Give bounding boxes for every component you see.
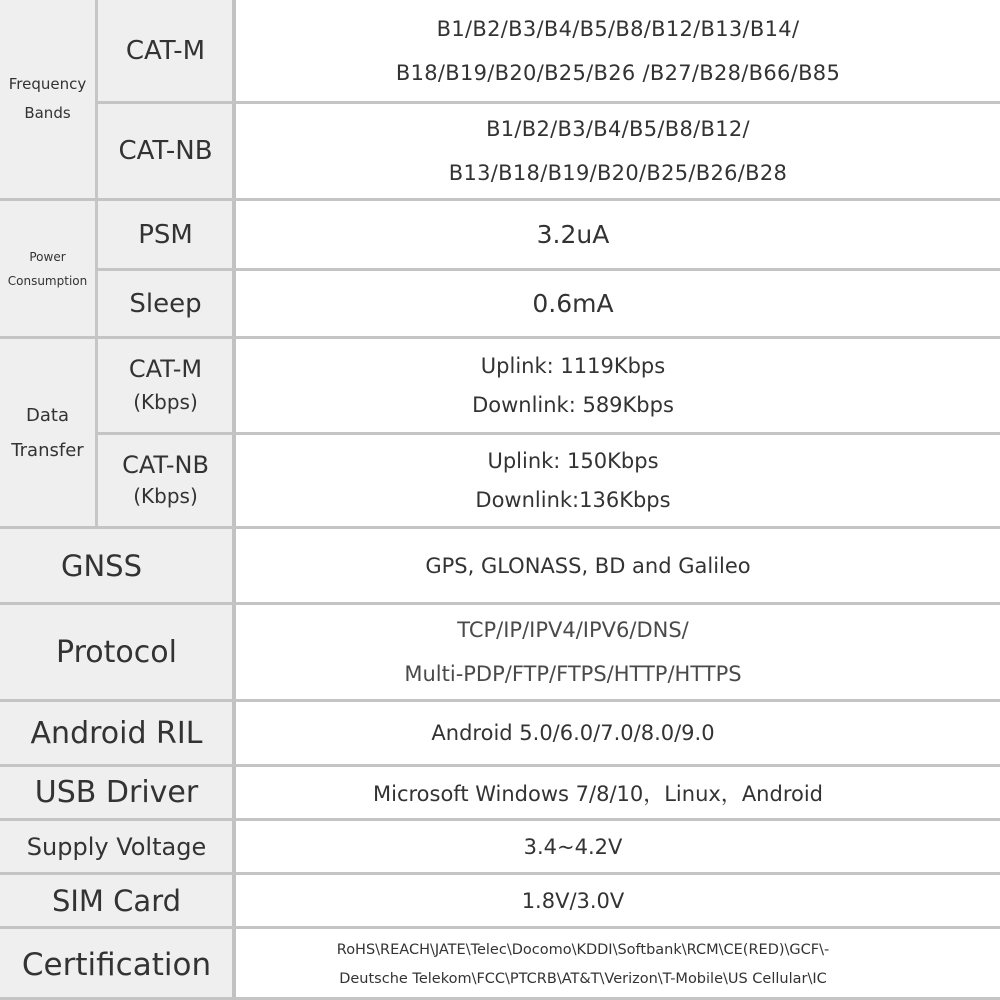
value-protocol	[236, 605, 1000, 699]
row-divider	[0, 926, 1000, 929]
row-label-line: CAT-NB	[122, 450, 209, 479]
value-line: Downlink: 589Kbps	[472, 392, 674, 417]
row-divider	[0, 872, 1000, 875]
value-cat-m-bands	[236, 0, 1000, 101]
value-line: B1/B2/B3/B4/B5/B8/B12/B13/B14/	[436, 16, 800, 41]
group-label-power-consumption	[0, 201, 95, 336]
value-psm	[236, 201, 1000, 268]
value-gnss	[236, 529, 1000, 602]
group-label-line: Bands	[24, 104, 71, 122]
row-label-sim-card	[0, 875, 233, 926]
row-label-line: GNSS	[61, 548, 142, 583]
row-label-line: Sleep	[129, 288, 202, 319]
row-label-line: USB Driver	[34, 775, 199, 810]
value-cat-nb-bands	[236, 104, 1000, 198]
column-divider	[95, 0, 98, 526]
value-line: RoHS\REACH\JATE\Telec\Docomo\KDDI\Softbank\RCM\CE(RED)\GCF\-	[336, 941, 830, 958]
row-label-line: PSM	[138, 219, 193, 250]
group-label-line: Power	[29, 249, 66, 264]
value-cat-m-transfer	[236, 339, 1000, 432]
group-label-line: Data	[26, 404, 69, 426]
value-line: Uplink: 1119Kbps	[480, 353, 666, 378]
row-label-android-ril	[0, 702, 233, 764]
row-label-sleep	[98, 271, 233, 336]
row-divider	[0, 602, 1000, 605]
row-label-line: CAT-M	[128, 354, 203, 383]
row-label-line: Certification	[21, 946, 212, 983]
row-label-line: CAT-NB	[118, 136, 213, 166]
value-certification	[236, 929, 1000, 1000]
row-label-line: CAT-M	[125, 35, 206, 66]
value-line: B13/B18/B19/B20/B25/B26/B28	[448, 161, 788, 185]
row-divider	[95, 101, 1000, 104]
row-label-psm	[98, 201, 233, 268]
row-divider	[0, 818, 1000, 821]
value-line: 1.8V/3.0V	[521, 888, 625, 913]
row-label-line: Protocol	[56, 634, 177, 670]
group-label-data-transfer	[0, 339, 95, 526]
row-label-cat-m-kbps	[98, 339, 233, 432]
column-divider	[232, 0, 236, 1000]
value-line: 0.6mA	[532, 289, 614, 318]
row-label-line: Supply Voltage	[26, 832, 207, 861]
row-label-gnss	[0, 529, 233, 602]
value-line: Multi-PDP/FTP/FTPS/HTTP/HTTPS	[404, 662, 742, 686]
value-android-ril	[236, 702, 1000, 764]
value-line: Android 5.0/6.0/7.0/8.0/9.0	[431, 721, 715, 745]
group-label-line: Transfer	[11, 439, 84, 461]
row-divider	[0, 699, 1000, 702]
row-label-usb-driver	[0, 767, 233, 818]
value-line: Microsoft Windows 7/8/10，Linux，Android	[372, 781, 824, 806]
value-line: 3.2uA	[536, 220, 610, 249]
group-label-frequency-bands	[0, 0, 95, 198]
row-label-line: SIM Card	[51, 883, 182, 918]
value-sim-card	[236, 875, 1000, 926]
row-label-cat-m-bands	[98, 0, 233, 101]
value-sleep	[236, 271, 1000, 336]
row-label-line: (Kbps)	[133, 483, 198, 508]
row-label-line: Android RIL	[30, 715, 203, 751]
group-label-line: Consumption	[7, 273, 88, 288]
value-line: B18/B19/B20/B25/B26 /B27/B28/B66/B85	[395, 60, 841, 85]
value-line: 3.4~4.2V	[523, 834, 623, 859]
row-label-line: (Kbps)	[133, 389, 198, 414]
value-line: Downlink:136Kbps	[475, 487, 671, 512]
value-line: Deutsche Telekom\FCC\PTCRB\AT&T\Verizon\T-Mobile\US Cellular\IC	[339, 970, 827, 987]
value-supply-voltage	[236, 821, 1000, 872]
row-label-cat-nb-kbps	[98, 435, 233, 526]
value-line: Uplink: 150Kbps	[487, 448, 659, 473]
value-cat-nb-transfer	[236, 435, 1000, 526]
value-line: GPS, GLONASS, BD and Galileo	[425, 553, 751, 578]
group-label-line: Frequency	[8, 75, 87, 93]
row-divider	[0, 336, 1000, 339]
row-divider	[0, 526, 1000, 529]
row-label-supply-voltage	[0, 821, 233, 872]
row-label-protocol	[0, 605, 233, 699]
row-divider	[0, 764, 1000, 767]
row-label-cat-nb-bands	[98, 104, 233, 198]
row-divider	[95, 432, 1000, 435]
value-usb-driver	[236, 767, 1000, 818]
value-line: B1/B2/B3/B4/B5/B8/B12/	[486, 117, 750, 141]
row-label-certification	[0, 929, 233, 1000]
row-divider	[0, 198, 1000, 201]
value-line: TCP/IP/IPV4/IPV6/DNS/	[457, 618, 689, 642]
row-divider	[95, 268, 1000, 271]
